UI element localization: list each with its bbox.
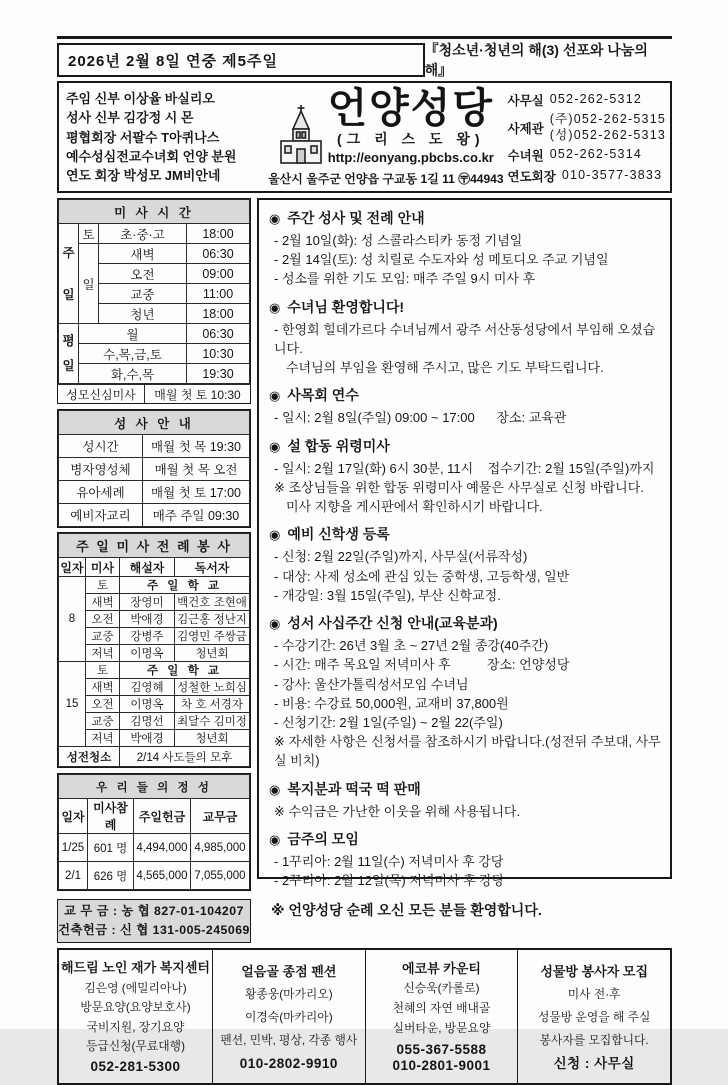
church-title-block [327, 85, 495, 165]
date-cell: 15 [59, 662, 86, 747]
announcement-title: 복지분과 떡국 떡 판매 [287, 780, 421, 797]
mass-cell: 토 [86, 662, 120, 679]
announcement-line: ※ 수익금은 가난한 이웃을 위해 사용됩니다. [274, 803, 521, 819]
bullet-icon: ◉ [269, 299, 281, 315]
column-header: 일자 [59, 558, 86, 577]
sacrament-name: 성시간 [59, 435, 143, 458]
section-title: 성 사 안 내 [59, 411, 250, 435]
announcement-section [269, 436, 664, 517]
contact-row [508, 112, 666, 143]
church-name: 언양성당 [327, 85, 495, 131]
sacrament-guide-table [57, 409, 251, 528]
bullet-icon: ◉ [269, 388, 281, 404]
mass-cell: 오전 [86, 611, 120, 628]
clergy-line: 연도 회장 박성모 JM비안네 [66, 168, 221, 184]
announcement-line: - 성소를 위한 기도 모임: 매주 주일 9시 미사 후 [274, 271, 536, 287]
mass-time: 18:00 [187, 304, 250, 324]
mass-name: 오전 [99, 264, 187, 284]
clergy-line: 평협회장 서팔수 T아퀴나스 [66, 129, 220, 145]
masthead [57, 81, 672, 193]
mass-cell: 저녁 [86, 730, 120, 747]
announcement-line: - 2월 10일(화): 성 스콜라스티카 동정 기념일 [274, 233, 523, 248]
announcement-line: - 대상: 사제 성소에 관심 있는 중학생, 고등학생, 일반 [274, 568, 570, 584]
bank-accounts-box [57, 899, 251, 943]
announcement-line: - 한영회 힐데가르다 수녀님께서 광주 서산동성당에서 부임해 오셨습니다. [274, 321, 656, 356]
bullet-icon: ◉ [269, 781, 281, 797]
announcement-section [269, 779, 664, 821]
ad-line: 봉사자를 모집합니다. [539, 1032, 649, 1047]
mass-time: 09:00 [187, 264, 250, 284]
clergy-line: 예수성심전교수녀회 언양 분원 [66, 148, 237, 164]
announcement-section [269, 524, 664, 605]
announcement-line: - 강사: 울산가톨릭성서모임 수녀님 [274, 676, 469, 692]
contact-row [508, 167, 666, 185]
announcement-line: ※ 자세한 사항은 신청서를 참조하시기 바랍니다.(성전뒤 주보대, 사무실 비치) [274, 734, 661, 769]
announcement-line: 수녀님의 부임을 환영해 주시고, 많은 기도 부탁드립니다. [286, 360, 604, 376]
contact-row [508, 91, 666, 109]
issue-date: 2026년 2월 8일 연중 제5주일 [68, 52, 278, 70]
sacrament-name: 예비자교리 [59, 504, 143, 527]
ad-line: 펜션, 민박, 평상, 각종 행사 [220, 1032, 358, 1047]
announcement-section [269, 297, 664, 378]
clergy-line: 주임 신부 이상율 바실리오 [66, 91, 215, 106]
announcement-line: - 일시: 2월 17일(화) 6시 30분, 11시 접수기간: 2월 15일(주일)까지 [274, 460, 655, 476]
mass-time: 18:00 [187, 224, 250, 244]
ad-box [213, 950, 366, 1083]
announcement-line: ※ 조상님들을 위한 합동 위령미사 예물은 사무실로 신청 바랍니다. [274, 479, 644, 495]
announcement-line: - 신청: 2월 22일(주일)까지, 사무실(서류작성) [274, 549, 528, 565]
bullet-icon: ◉ [269, 527, 281, 543]
top-rule [57, 36, 672, 39]
ad-line: 이경숙(마카리아) [245, 1009, 333, 1024]
announcement-title: 예비 신학생 등록 [287, 526, 390, 543]
contact-label: 사무실 [507, 94, 544, 108]
commentator-cell: 박애경 [120, 611, 175, 628]
column-header: 독서자 [175, 558, 250, 577]
announcement-section [269, 829, 664, 890]
reader-cell: 최달수 김미정 [175, 713, 250, 730]
mass-cell: 토 [86, 577, 120, 594]
ad-phone: 신청 : 사무실 [553, 1055, 635, 1071]
account-line: 건축헌금 : 신 협 131-005-245069 [58, 923, 250, 937]
announcement-title: 사목회 연수 [287, 387, 359, 404]
offerings-table [57, 773, 251, 891]
commentator-cell: 박애경 [120, 730, 175, 747]
announcement-line: - 신청기간: 2월 1일(주일) ~ 2월 22(주일) [274, 714, 503, 730]
announcement-line: - 일시: 2월 8일(주일) 09:00 ~ 17:00 장소: 교육관 [274, 410, 567, 426]
column-header: 해설자 [120, 558, 175, 577]
ad-line: 황종웅(마가리오) [245, 987, 333, 1002]
mass-name: 월 [79, 324, 187, 344]
commentator-cell: 김명선 [120, 713, 175, 730]
sub-day-label: 토 [79, 224, 99, 244]
bullet-icon: ◉ [269, 831, 281, 847]
section-title: 우 리 들 의 정 성 [59, 775, 250, 799]
account-line: 교 무 금 : 농 협 827-01-104207 [64, 903, 244, 918]
reader-cell: 김근홍 정난지 [175, 611, 250, 628]
bullet-icon: ◉ [269, 438, 281, 454]
ad-phone-line: 055-367-5588 [396, 1041, 487, 1057]
reader-cell: 청년회 [175, 645, 250, 662]
school-cell: 주 일 학 교 [120, 662, 250, 679]
contact-number: (주)052-262-5315 [549, 111, 666, 126]
offering-date: 2/1 [59, 862, 88, 890]
column-header: 일자 [59, 799, 88, 834]
sacrament-time: 매월 첫 목 오전 [143, 458, 250, 481]
announcement-line: - 수강기간: 26년 3월 초 ~ 27년 2월 종강(40주간) [274, 638, 549, 654]
ad-line: 방문요양(요양보호사) [80, 1000, 191, 1015]
column-header: 주일헌금 [134, 799, 191, 834]
section-title: 미 사 시 간 [59, 200, 250, 224]
ad-line: 천혜의 자연 배내골 [392, 1001, 491, 1016]
date-cell: 8 [59, 577, 86, 662]
contact-number: 052-262-5312 [549, 92, 642, 107]
ad-line: 등급신청(무료대행) [85, 1039, 185, 1054]
ad-line: 신승욱(카롤로) [403, 981, 480, 996]
mass-cell: 교중 [86, 628, 120, 645]
commentator-cell: 장영미 [120, 594, 175, 611]
mass-cell: 교중 [86, 713, 120, 730]
commentator-cell: 김영혜 [120, 679, 175, 696]
mass-schedule-table [57, 198, 251, 404]
reader-cell: 청년회 [175, 730, 250, 747]
mass-name: 교중 [99, 284, 187, 304]
announcement-section [269, 385, 664, 427]
main-content [57, 198, 672, 943]
sacrament-time: 매월 첫 목 19:30 [143, 435, 250, 458]
reader-cell: 백건호 조현애 [175, 594, 250, 611]
day-group-label: 평일 [59, 324, 79, 384]
announcement-title: 성서 사십주간 신청 안내(교육분과) [287, 615, 498, 632]
ad-title: 성물방 봉사자 모집 [540, 963, 649, 979]
contact-label: 수녀원 [507, 149, 544, 164]
mass-cell: 저녁 [86, 645, 120, 662]
special-mass-row [58, 384, 250, 403]
contact-row [508, 146, 666, 164]
church-subtitle: (그 리 스 도 왕) [337, 130, 485, 147]
reader-cell: 성철한 노희심 [175, 679, 250, 696]
announcement-section [269, 208, 664, 289]
ad-phone-line: 010-2801-9001 [392, 1058, 491, 1074]
cleaning-value: 2/14 사도들의 모후 [120, 747, 250, 767]
mass-time: 10:30 [187, 344, 250, 364]
special-mass-label: 성모신심미사 [58, 385, 145, 403]
offering-sunday: 4,494,000 [134, 834, 191, 862]
sacrament-name: 유아세례 [59, 481, 143, 504]
mass-cell: 새벽 [86, 594, 120, 611]
bullet-icon: ◉ [269, 616, 281, 632]
section-title: 주 일 미 사 전 례 봉 사 [59, 534, 250, 558]
announcements-panel [257, 198, 672, 919]
mass-name: 새벽 [99, 244, 187, 264]
sacrament-name: 병자영성체 [59, 458, 143, 481]
contact-label: 사제관 [507, 121, 544, 136]
mass-time: 11:00 [187, 284, 250, 304]
day-group-label: 주일 [59, 224, 79, 324]
ad-title: 에코뷰 카운티 [402, 960, 481, 976]
announcement-line: - 비용: 수강료 50,000원, 교재비 37,800원 [274, 695, 509, 711]
year-theme: 『청소년·청년의 해(3) 선포와 나눔의 해』 [424, 42, 648, 78]
masthead-title-row [278, 85, 495, 165]
announcement-title: 설 합동 위령미사 [287, 437, 390, 454]
sub-day-label: 일 [79, 244, 99, 324]
mass-name: 초·중·고 [99, 224, 187, 244]
contact-label: 연도회장 [507, 169, 556, 184]
mass-name: 화,수,목 [79, 364, 187, 384]
mass-cell: 새벽 [86, 679, 120, 696]
contact-number: 052-262-5314 [549, 147, 642, 162]
ad-box [518, 950, 670, 1083]
column-header: 미사참례 [88, 799, 134, 834]
column-header: 교무금 [191, 799, 250, 834]
commentator-cell: 강병주 [120, 628, 175, 645]
church-address: 울산시 울주군 언양읍 구교동 1길 11 〶44943 [268, 172, 504, 186]
reader-cell: 김영민 주쌍금 [175, 628, 250, 645]
contact-number: (성)052-262-5313 [549, 127, 666, 142]
ad-phone: 052-281-5300 [90, 1058, 181, 1074]
ad-line: 국비지원, 장기요양 [86, 1019, 185, 1034]
school-cell: 주 일 학 교 [120, 577, 250, 594]
ad-line: 실버타운, 방문요양 [392, 1021, 491, 1036]
clergy-line: 성사 신부 김강정 시 몬 [66, 110, 194, 126]
reader-cell: 차 호 서경자 [175, 696, 250, 713]
announcement-title: 금주의 모임 [287, 830, 359, 847]
church-icon [278, 103, 324, 165]
clergy-list [66, 89, 266, 187]
mass-time: 06:30 [187, 244, 250, 264]
announcement-line: - 1꾸리아: 2월 11일(수) 저녁미사 후 강당 [274, 853, 504, 869]
commentator-cell: 이명옥 [120, 645, 175, 662]
ad-title: 얼음골 종점 펜션 [241, 963, 337, 979]
ad-phone [392, 1042, 490, 1076]
liturgy-servers-table [57, 532, 251, 768]
ad-box [59, 950, 213, 1083]
ad-line: 미사 전·후 [567, 987, 621, 1002]
offering-sunday: 4,565,000 [134, 862, 191, 890]
mass-name: 수,목,금,토 [79, 344, 187, 364]
offering-fee: 7,055,000 [191, 862, 250, 890]
offering-attendance: 626 명 [88, 862, 134, 890]
ad-phone: 010-2802-9910 [239, 1055, 338, 1071]
left-column [57, 198, 251, 943]
date-box [57, 43, 425, 77]
offering-attendance: 601 명 [88, 834, 134, 862]
announcement-line: - 개강일: 3월 15일(주일), 부산 신학교정. [274, 587, 501, 603]
ad-title: 해드림 노인 재가 복지센터 [61, 960, 210, 976]
church-website: http://eonyang.pbcbs.co.kr [327, 149, 494, 165]
contact-list [506, 89, 666, 187]
top-strip [57, 43, 672, 77]
cleaning-label: 성전청소 [59, 747, 120, 767]
announcement-section [269, 613, 664, 771]
column-header: 미사 [86, 558, 120, 577]
masthead-center [266, 85, 505, 187]
mass-time: 06:30 [187, 324, 250, 344]
announcement-line: - 2꾸리아: 2월 12일(목) 저녁미사 후 강당 [274, 873, 505, 889]
announcement-line: - 2월 14일(토): 성 치릴로 수도자와 성 메토디오 주교 기념일 [274, 252, 609, 268]
special-mass-time: 매월 첫 토 10:30 [154, 387, 241, 402]
ad-line: 김은영 (에밀리아나) [84, 980, 187, 995]
welcome-footer: ※ 언양성당 순례 오신 모든 분들 환영합니다. [271, 902, 542, 919]
sacrament-time: 매월 첫 토 17:00 [143, 481, 250, 504]
offering-date: 1/25 [59, 834, 88, 862]
ads-strip [57, 948, 672, 1085]
bullet-icon: ◉ [269, 211, 281, 226]
sacrament-time: 매주 주일 09:30 [143, 504, 250, 527]
mass-name: 청년 [99, 304, 187, 324]
announcement-line: - 시간: 매주 목요일 저녁미사 후 장소: 언양성당 [274, 657, 570, 673]
mass-cell: 오전 [86, 696, 120, 713]
ad-line: 성물방 운영을 해 주실 [537, 1009, 651, 1024]
commentator-cell: 이명옥 [120, 696, 175, 713]
ad-box [366, 950, 519, 1083]
mass-time: 19:30 [187, 364, 250, 384]
contact-number: 010-3577-3833 [561, 168, 663, 183]
announcement-title: 주간 성사 및 전례 안내 [287, 210, 425, 226]
offering-fee: 4,985,000 [191, 834, 250, 862]
announcement-line: 미사 지향을 게시판에서 확인하시기 바랍니다. [286, 499, 543, 515]
announcement-title: 수녀님 환영합니다! [287, 298, 405, 315]
